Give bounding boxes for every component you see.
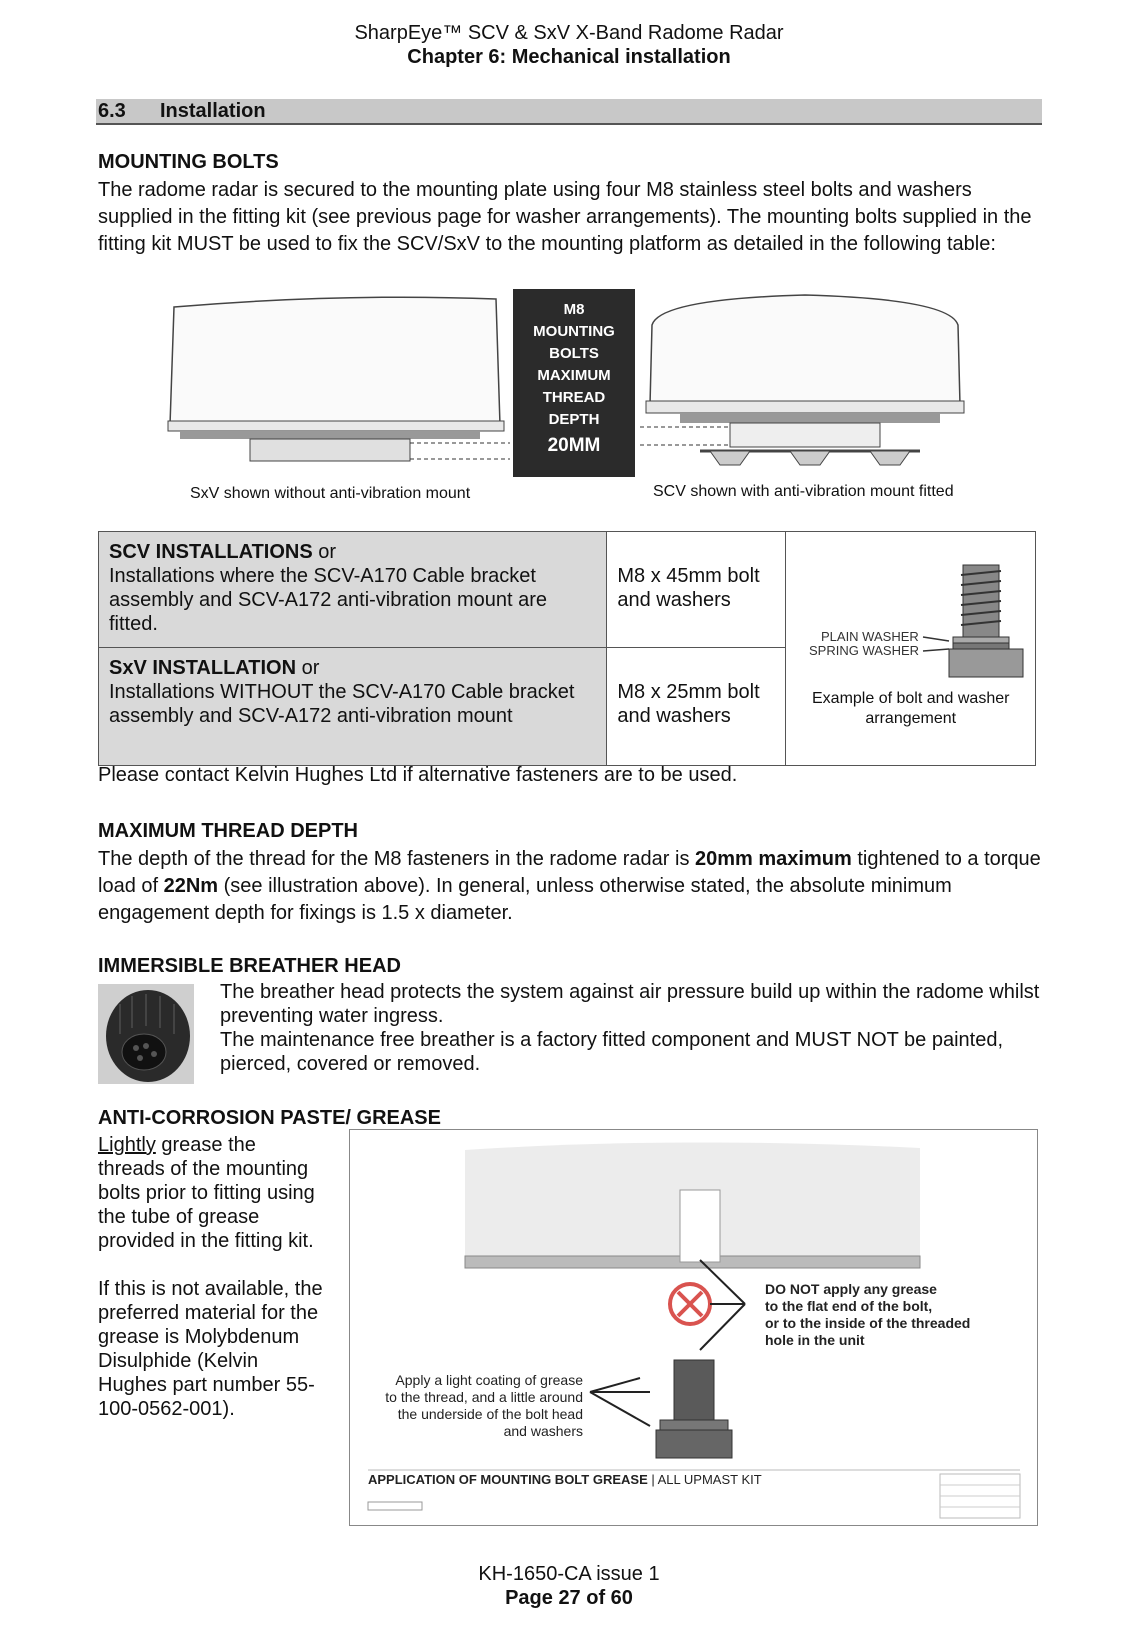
fig-note2-line: to the thread, and a little around: [385, 1389, 583, 1405]
box-line: DEPTH: [548, 411, 600, 428]
fig-note1-line: or to the inside of the threaded: [765, 1315, 971, 1331]
svg-text:APPLICATION OF MOUNTING BOLT G: [368, 1472, 762, 1487]
fig-title-rest: | ALL UPMAST KIT: [647, 1472, 762, 1487]
section-heading: [96, 99, 1042, 125]
fig-note1-line: DO NOT apply any grease: [765, 1281, 937, 1297]
bolt-example-caption: Example of bolt and washer arrangement: [812, 689, 1010, 727]
thread-depth-t2: tightened to a torque load of: [98, 848, 1041, 897]
scv-installation-cell: [99, 532, 607, 648]
footer-page-number: Page 27 of 60: [505, 1587, 633, 1609]
thread-depth-t1: The depth of the thread for the M8 fasteners in the radome radar is: [98, 848, 696, 870]
fig-note2-line: and washers: [503, 1423, 583, 1439]
thread-depth-heading: MAXIMUM THREAD DEPTH: [98, 820, 358, 842]
fig-note1-line: hole in the unit: [765, 1332, 865, 1348]
row1-suffix: or: [312, 541, 337, 563]
scv-bolt-spec: M8 x 45mm bolt and washers: [607, 532, 786, 648]
fig-note1-line: to the flat end of the bolt,: [765, 1298, 933, 1314]
contact-note: Please contact Kelvin Hughes Ltd if alternative fasteners are to be used.: [98, 764, 738, 786]
breather-head-photo: [98, 984, 194, 1084]
bolt-washer-illustration: [793, 561, 1029, 681]
spring-washer-label: SPRING WASHER: [808, 642, 919, 658]
bolt-table: [98, 531, 1036, 766]
sxv-installation-cell: [99, 648, 607, 766]
thread-depth-box: [513, 289, 635, 477]
footer-doc-id: KH-1650-CA issue 1: [478, 1563, 660, 1585]
thread-depth-max: 20mm maximum: [695, 848, 852, 870]
grease-p1: grease the threads of the mounting bolts prior to fitting using the tube of grease provided in the fitting kit.: [98, 1134, 315, 1252]
box-line: MAXIMUM: [537, 367, 611, 384]
torque-value: 22Nm: [163, 875, 219, 897]
grease-p2: If this is not available, the preferred material for the grease is Molybdenum Disulphide (Kelvin Hughes part number 55-100-0562-001).: [98, 1278, 323, 1420]
breather-p2: The maintenance free breather is a factory fitted component and MUST NOT be painted, pierced, covered or removed.: [220, 1029, 1004, 1075]
box-line: THREAD: [542, 389, 606, 406]
box-line: MOUNTING: [533, 323, 615, 340]
document-title: SharpEye™ SCV & SxV X-Band Radome Radar: [354, 22, 784, 44]
section-title: Installation: [160, 100, 266, 122]
lightly-underlined: Lightly: [98, 1134, 156, 1156]
plain-washer-label: PLAIN WASHER: [820, 628, 919, 644]
breather-text: [220, 980, 1040, 1076]
breather-p1: The breather head protects the system against air pressure build up within the radome whilst preventing water ingress.: [220, 981, 1040, 1027]
box-value: 20MM: [547, 435, 601, 456]
fig-title-bold: APPLICATION OF MOUNTING BOLT GREASE: [368, 1472, 648, 1487]
scv-installation-title: SCV INSTALLATIONS: [109, 541, 313, 563]
sxv-installation-desc: Installations WITHOUT the SCV-A170 Cable bracket assembly and SCV-A172 anti-vibration mount: [109, 681, 575, 727]
section-number: 6.3: [98, 100, 126, 122]
grease-figure: [349, 1129, 1038, 1526]
fig-note2-line: the underside of the bolt head: [397, 1406, 583, 1422]
sxv-radar-illustration: [160, 285, 520, 465]
box-line: M8: [563, 301, 585, 318]
caption-sxv: SxV shown without anti-vibration mount: [190, 485, 471, 502]
sxv-installation-title: SxV INSTALLATION: [109, 657, 297, 679]
box-line: BOLTS: [549, 345, 599, 362]
grease-diagram: [350, 1130, 1037, 1525]
mounting-bolts-text: The radome radar is secured to the mounting plate using four M8 stainless steel bolts and washers supplied in the fitting kit (see previous page for washer arrangements). The mounting bolts supplied in the fitting kit MUST be used to fix the SCV/SxV to the mounting platform as detailed in the following table:: [98, 179, 1032, 255]
mounting-bolts-heading: MOUNTING BOLTS: [98, 151, 279, 173]
scv-installation-desc: Installations where the SCV-A170 Cable bracket assembly and SCV-A172 anti-vibration mount are fitted.: [109, 565, 548, 635]
thread-depth-t3: (see illustration above). In general, unless otherwise stated, the absolute minimum engagement depth for fixings is 1.5 x diameter.: [98, 875, 952, 924]
breather-heading: IMMERSIBLE BREATHER HEAD: [98, 955, 401, 977]
bolt-example-cell: [786, 532, 1036, 766]
row2-suffix: or: [296, 657, 320, 679]
scv-radar-illustration: [640, 285, 970, 485]
chapter-title: Chapter 6: Mechanical installation: [407, 46, 731, 68]
caption-scv: SCV shown with anti-vibration mount fitted: [653, 483, 954, 500]
sxv-bolt-spec: M8 x 25mm bolt and washers: [607, 648, 786, 766]
grease-heading: ANTI-CORROSION PASTE/ GREASE: [98, 1107, 441, 1129]
fig-note2-line: Apply a light coating of grease: [395, 1372, 583, 1388]
grease-text: [98, 1133, 328, 1421]
thread-depth-text: [98, 846, 1043, 927]
